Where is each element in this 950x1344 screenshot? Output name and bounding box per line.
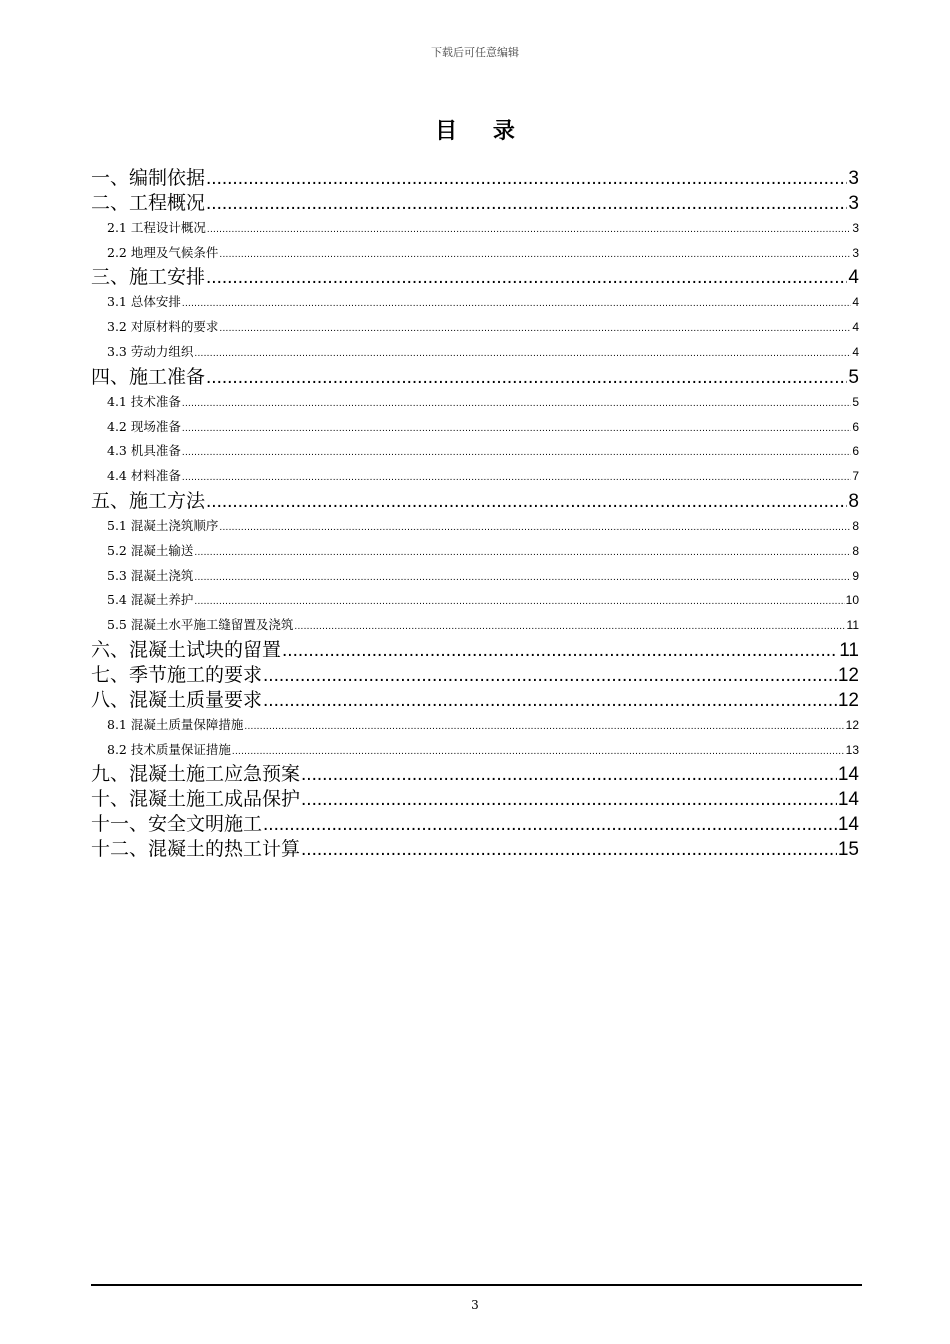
toc-entry-label: 五、施工方法: [91, 490, 206, 513]
toc-entry-label: 六、混凝土试块的留置: [91, 639, 282, 662]
toc-entry-page: 8: [852, 518, 859, 533]
toc-entry[interactable]: [91, 716, 859, 736]
toc-leader-dots: [182, 444, 851, 462]
toc-leader-dots: [194, 593, 844, 611]
toc-entry-label: 4.4 材料准备: [107, 468, 181, 484]
toc-entry[interactable]: [91, 191, 859, 216]
toc-leader-dots: [244, 718, 844, 736]
toc-entry[interactable]: [91, 741, 859, 761]
toc-entry[interactable]: [91, 293, 859, 313]
toc-entry[interactable]: [91, 787, 859, 812]
toc-entry-page: 15: [837, 838, 859, 860]
toc-entry[interactable]: [91, 467, 859, 487]
toc-entry-page: 3: [852, 220, 859, 235]
toc-entry-label: 4.3 机具准备: [107, 443, 181, 459]
toc-entry-page: 4: [852, 344, 859, 359]
toc-entry-label: 十、混凝土施工成品保护: [91, 788, 301, 811]
toc-leader-dots: [206, 167, 847, 191]
toc-entry-label: 5.1 混凝土浇筑顺序: [107, 517, 219, 533]
toc-entry-page: 4: [848, 267, 859, 289]
toc-entry-label: 5.2 混凝土输送: [107, 542, 194, 558]
toc-entry[interactable]: [91, 688, 859, 713]
toc-entry-label: 8.2 技术质量保证措施: [107, 741, 231, 757]
toc-entry-label: 四、施工准备: [91, 365, 206, 388]
toc-entry-label: 十二、混凝土的热工计算: [91, 837, 301, 860]
toc-entry[interactable]: [91, 837, 859, 862]
toc-entry[interactable]: [91, 393, 859, 413]
toc-leader-dots: [219, 246, 851, 264]
toc-entry[interactable]: [91, 318, 859, 338]
toc-entry-page: 8: [852, 543, 859, 558]
toc-entry-label: 八、混凝土质量要求: [91, 688, 263, 711]
toc-entry[interactable]: [91, 567, 859, 587]
toc-entry[interactable]: [91, 343, 859, 363]
toc-leader-dots: [182, 420, 851, 438]
toc-entry-page: 12: [845, 717, 859, 732]
toc-entry-page: 3: [848, 168, 859, 189]
toc-entry[interactable]: [91, 591, 859, 611]
toc-leader-dots: [301, 788, 837, 812]
toc-entry-label: 七、季节施工的要求: [91, 664, 263, 686]
toc-entry-page: 11: [846, 618, 859, 633]
toc-entry[interactable]: [91, 166, 859, 191]
toc-entry[interactable]: [91, 638, 859, 663]
toc-leader-dots: [294, 618, 845, 636]
toc-leader-dots: [182, 395, 851, 413]
toc-entry-page: 9: [852, 568, 859, 583]
toc-entry[interactable]: [91, 762, 859, 787]
toc-leader-dots: [194, 345, 851, 363]
toc-leader-dots: [263, 813, 837, 837]
toc-entry-label: 一、编制依据: [91, 167, 206, 189]
toc-leader-dots: [182, 469, 851, 487]
toc-entry-page: 6: [852, 444, 859, 459]
toc-leader-dots: [263, 664, 837, 688]
toc-leader-dots: [207, 221, 851, 239]
toc-entry[interactable]: [91, 616, 859, 636]
toc-entry-label: 4.1 技术准备: [107, 393, 181, 409]
toc-entry-page: 14: [837, 764, 859, 786]
toc-entry-page: 7: [852, 469, 859, 484]
toc-entry-page: 12: [837, 665, 859, 686]
toc-entry[interactable]: [91, 812, 859, 837]
toc-entry[interactable]: [91, 244, 859, 264]
toc-leader-dots: [219, 519, 851, 537]
toc-entry-page: 10: [845, 593, 859, 608]
page-header: 下载后可任意编辑: [431, 46, 519, 59]
toc-entry[interactable]: [91, 542, 859, 562]
toc-entry[interactable]: [91, 442, 859, 462]
toc-leader-dots: [194, 544, 851, 562]
toc-entry-page: 6: [852, 419, 859, 434]
toc-entry[interactable]: [91, 663, 859, 688]
toc-entry-page: 14: [837, 789, 859, 811]
toc-entry[interactable]: [91, 418, 859, 438]
toc-entry-page: 8: [848, 491, 859, 513]
toc-entry-page: 3: [848, 192, 859, 214]
toc-entry[interactable]: [91, 365, 859, 390]
toc-entry-page: 3: [852, 245, 859, 260]
toc-entry-label: 九、混凝土施工应急预案: [91, 763, 301, 786]
toc-entry-page: 11: [839, 640, 859, 662]
toc-entry-label: 3.3 劳动力组织: [107, 343, 194, 359]
toc-leader-dots: [301, 838, 837, 862]
toc-entry-page: 5: [848, 366, 859, 388]
toc-entry-page: 4: [852, 295, 859, 310]
toc-entry-page: 13: [845, 742, 859, 757]
toc-leader-dots: [194, 569, 851, 587]
footer-page-number: 3: [471, 1298, 479, 1312]
toc-entry-label: 十一、安全文明施工: [91, 813, 263, 836]
toc-entry-label: 5.3 混凝土浇筑: [107, 567, 194, 583]
toc-entry-label: 8.1 混凝土质量保障措施: [107, 716, 244, 732]
toc-leader-dots: [263, 689, 837, 713]
toc-entry[interactable]: [91, 265, 859, 290]
toc-entry-label: 二、工程概况: [91, 191, 206, 214]
page-title: 目 录: [435, 118, 529, 144]
toc-entry-page: 4: [852, 320, 859, 335]
toc-entry-page: 12: [837, 689, 859, 711]
toc-leader-dots: [282, 639, 838, 663]
toc-entry-label: 3.1 总体安排: [107, 294, 181, 310]
toc-leader-dots: [206, 266, 847, 290]
toc-entry-label: 5.5 混凝土水平施工缝留置及浇筑: [107, 617, 294, 633]
toc-entry-label: 5.4 混凝土养护: [107, 592, 194, 608]
toc-leader-dots: [206, 490, 847, 514]
toc-entry-page: 5: [852, 394, 859, 409]
toc-entry-page: 14: [837, 814, 859, 836]
toc-entry-label: 3.2 对原材料的要求: [107, 319, 219, 335]
toc-leader-dots: [232, 743, 845, 761]
toc-leader-dots: [182, 295, 851, 313]
toc-entry-label: 4.2 现场准备: [107, 418, 181, 434]
toc-entry-label: 2.2 地理及气候条件: [107, 244, 219, 260]
toc-leader-dots: [206, 366, 847, 390]
footer-divider: [91, 1284, 862, 1286]
toc-leader-dots: [219, 320, 851, 338]
toc-entry[interactable]: [91, 489, 859, 514]
toc-leader-dots: [206, 192, 847, 216]
toc-entry[interactable]: [91, 517, 859, 537]
toc-entry[interactable]: [91, 219, 859, 239]
toc-entry-label: 2.1 工程设计概况: [107, 219, 206, 235]
toc-entry-label: 三、施工安排: [91, 266, 206, 289]
toc-leader-dots: [301, 763, 837, 787]
